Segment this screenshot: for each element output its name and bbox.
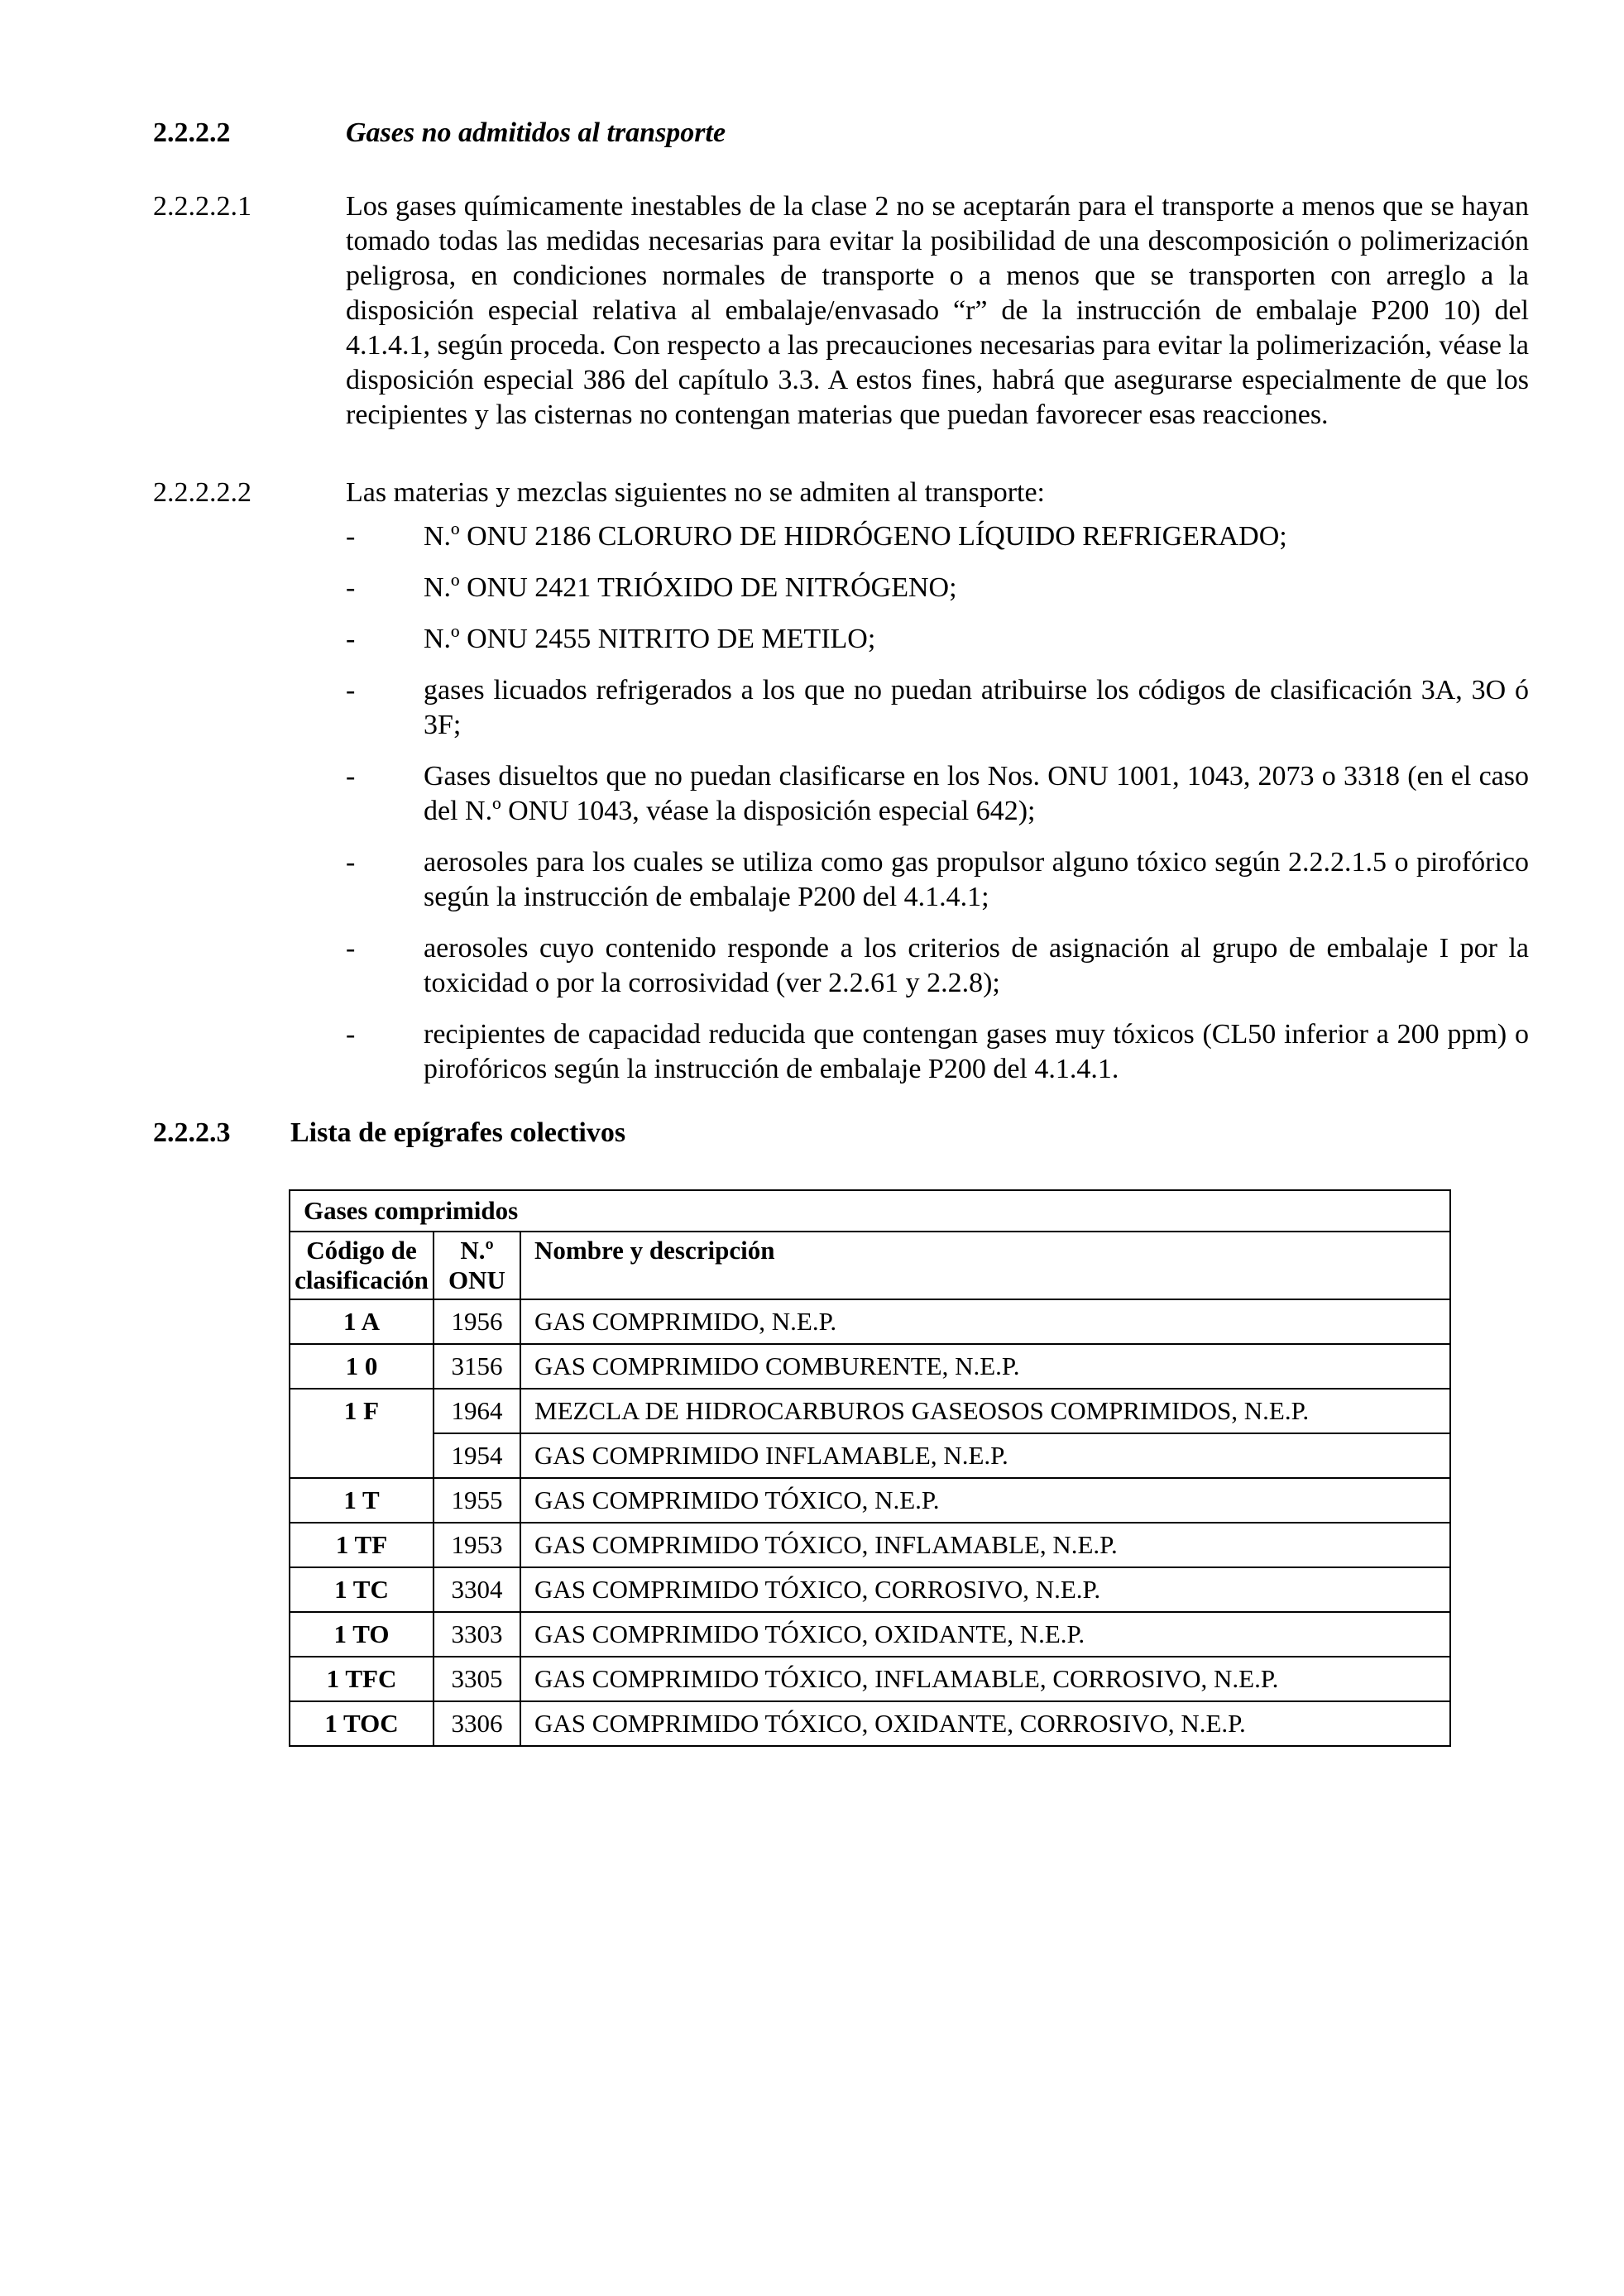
prohibited-substances-list: [346, 519, 1529, 1103]
cell-onu: 1954: [434, 1433, 520, 1478]
cell-onu: 3303: [434, 1612, 520, 1657]
cell-code: 1 TC: [290, 1567, 434, 1612]
cell-onu: 1964: [434, 1389, 520, 1433]
cell-name: GAS COMPRIMIDO TÓXICO, N.E.P.: [520, 1478, 1450, 1523]
cell-onu: 3306: [434, 1701, 520, 1746]
list-dash: -: [346, 572, 356, 603]
list-item: [346, 622, 1529, 657]
paragraph-text-2-2-2-2-1: Los gases químicamente inestables de la clase 2 no se aceptarán para el transporte a menos que se hayan tomado todas las medidas necesarias para evitar la posibilidad de una descomposición o polimerización peligrosa, en condiciones normales de transporte o a menos que se transporten con arreglo a la disposición especial relativa al embalaje/envasado “r” de la instrucción de embalaje P200 10) del 4.1.4.1, según proceda. Con respecto a las precauciones necesarias para evitar la polimerización, véase la disposición especial 386 del capítulo 3.3. A estos fines, habrá que asegurarse especialmente de que los recipientes y las cisternas no contengan materias que puedan favorecer esas reacciones.: [346, 191, 1529, 430]
table-row: [290, 1523, 1450, 1567]
cell-name: GAS COMPRIMIDO TÓXICO, OXIDANTE, CORROSIVO, N.E.P.: [520, 1701, 1450, 1746]
table-row: [290, 1701, 1450, 1746]
cell-code: 1 T: [290, 1478, 434, 1523]
cell-onu: 3304: [434, 1567, 520, 1612]
list-dash: -: [346, 1019, 356, 1050]
table-row: [290, 1478, 1450, 1523]
list-item-text: aerosoles cuyo contenido responde a los criterios de asignación al grupo de embalaje I por la toxicidad o por la corrosividad (ver 2.2.61 y 2.2.8);: [424, 933, 1529, 998]
table-title-row: [290, 1190, 1450, 1232]
cell-code: 1 F: [290, 1389, 434, 1478]
list-item-text: Gases disueltos que no puedan clasificarse en los Nos. ONU 1001, 1043, 2073 o 3318 (en el caso del N.º ONU 1043, véase la disposición especial 642);: [424, 761, 1529, 826]
cell-name: GAS COMPRIMIDO TÓXICO, CORROSIVO, N.E.P.: [520, 1567, 1450, 1612]
compressed-gases-table: [289, 1189, 1451, 1747]
paragraph-number-2-2-2-2-1: 2.2.2.2.1: [153, 191, 252, 222]
list-item: [346, 759, 1529, 829]
table-row: [290, 1299, 1450, 1344]
header-code: Código de clasificación: [290, 1232, 434, 1299]
cell-onu: 1955: [434, 1478, 520, 1523]
cell-onu: 3156: [434, 1344, 520, 1389]
paragraph-text-2-2-2-2-2: Las materias y mezclas siguientes no se admiten al transporte:: [346, 477, 1046, 508]
list-dash: -: [346, 847, 356, 878]
table-row: [290, 1612, 1450, 1657]
section-title: Lista de epígrafes colectivos: [290, 1117, 626, 1148]
table-row: [290, 1567, 1450, 1612]
list-item-text: N.º ONU 2455 NITRITO DE METILO;: [424, 624, 876, 654]
section-heading-2-2-2-2: [153, 117, 726, 150]
cell-code: 1 A: [290, 1299, 434, 1344]
list-item-text: recipientes de capacidad reducida que contengan gases muy tóxicos (CL50 inferior a 200 ppm) o pirofóricos según la instrucción de embalaje P200 del 4.1.4.1.: [424, 1019, 1529, 1084]
section-number: 2.2.2.2: [153, 117, 231, 148]
cell-name: GAS COMPRIMIDO, N.E.P.: [520, 1299, 1450, 1344]
cell-name: GAS COMPRIMIDO TÓXICO, INFLAMABLE, CORROSIVO, N.E.P.: [520, 1657, 1450, 1701]
list-item-text: gases licuados refrigerados a los que no puedan atribuirse los códigos de clasificación 3A, 3O ó 3F;: [424, 675, 1529, 740]
cell-code: 1 TF: [290, 1523, 434, 1567]
list-item: [346, 931, 1529, 1001]
cell-name: GAS COMPRIMIDO TÓXICO, OXIDANTE, N.E.P.: [520, 1612, 1450, 1657]
list-dash: -: [346, 761, 356, 792]
table-row: [290, 1433, 1450, 1478]
list-item-text: aerosoles para los cuales se utiliza como gas propulsor alguno tóxico según 2.2.2.1.5 o pirofórico según la instrucción de embalaje P200 del 4.1.4.1;: [424, 847, 1529, 912]
list-dash: -: [346, 521, 356, 552]
list-item: [346, 1017, 1529, 1087]
cell-onu: 3305: [434, 1657, 520, 1701]
table-row: [290, 1344, 1450, 1389]
paragraph-number-2-2-2-2-2: 2.2.2.2.2: [153, 477, 252, 508]
table-title: Gases comprimidos: [290, 1190, 1450, 1232]
list-item-text: N.º ONU 2186 CLORURO DE HIDRÓGENO LÍQUIDO REFRIGERADO;: [424, 521, 1287, 552]
section-title: Gases no admitidos al transporte: [346, 117, 726, 148]
list-dash: -: [346, 624, 356, 654]
list-item: [346, 519, 1529, 554]
cell-name: GAS COMPRIMIDO INFLAMABLE, N.E.P.: [520, 1433, 1450, 1478]
list-item-text: N.º ONU 2421 TRIÓXIDO DE NITRÓGENO;: [424, 572, 957, 603]
cell-name: GAS COMPRIMIDO TÓXICO, INFLAMABLE, N.E.P.: [520, 1523, 1450, 1567]
table-row: [290, 1657, 1450, 1701]
cell-code: 1 TFC: [290, 1657, 434, 1701]
cell-name: MEZCLA DE HIDROCARBUROS GASEOSOS COMPRIMIDOS, N.E.P.: [520, 1389, 1450, 1433]
cell-onu: 1956: [434, 1299, 520, 1344]
cell-name: GAS COMPRIMIDO COMBURENTE, N.E.P.: [520, 1344, 1450, 1389]
list-item: [346, 571, 1529, 605]
header-name: Nombre y descripción: [520, 1232, 1450, 1299]
section-heading-2-2-2-3: [153, 1117, 626, 1150]
cell-code: 1 TOC: [290, 1701, 434, 1746]
section-number: 2.2.2.3: [153, 1117, 231, 1148]
list-item: [346, 673, 1529, 743]
cell-onu: 1953: [434, 1523, 520, 1567]
cell-code: 1 TO: [290, 1612, 434, 1657]
header-onu: N.º ONU: [434, 1232, 520, 1299]
list-dash: -: [346, 933, 356, 964]
list-item: [346, 845, 1529, 915]
cell-code: 1 0: [290, 1344, 434, 1389]
table-header-row: [290, 1232, 1450, 1299]
table-row: [290, 1389, 1450, 1433]
list-dash: -: [346, 675, 356, 706]
